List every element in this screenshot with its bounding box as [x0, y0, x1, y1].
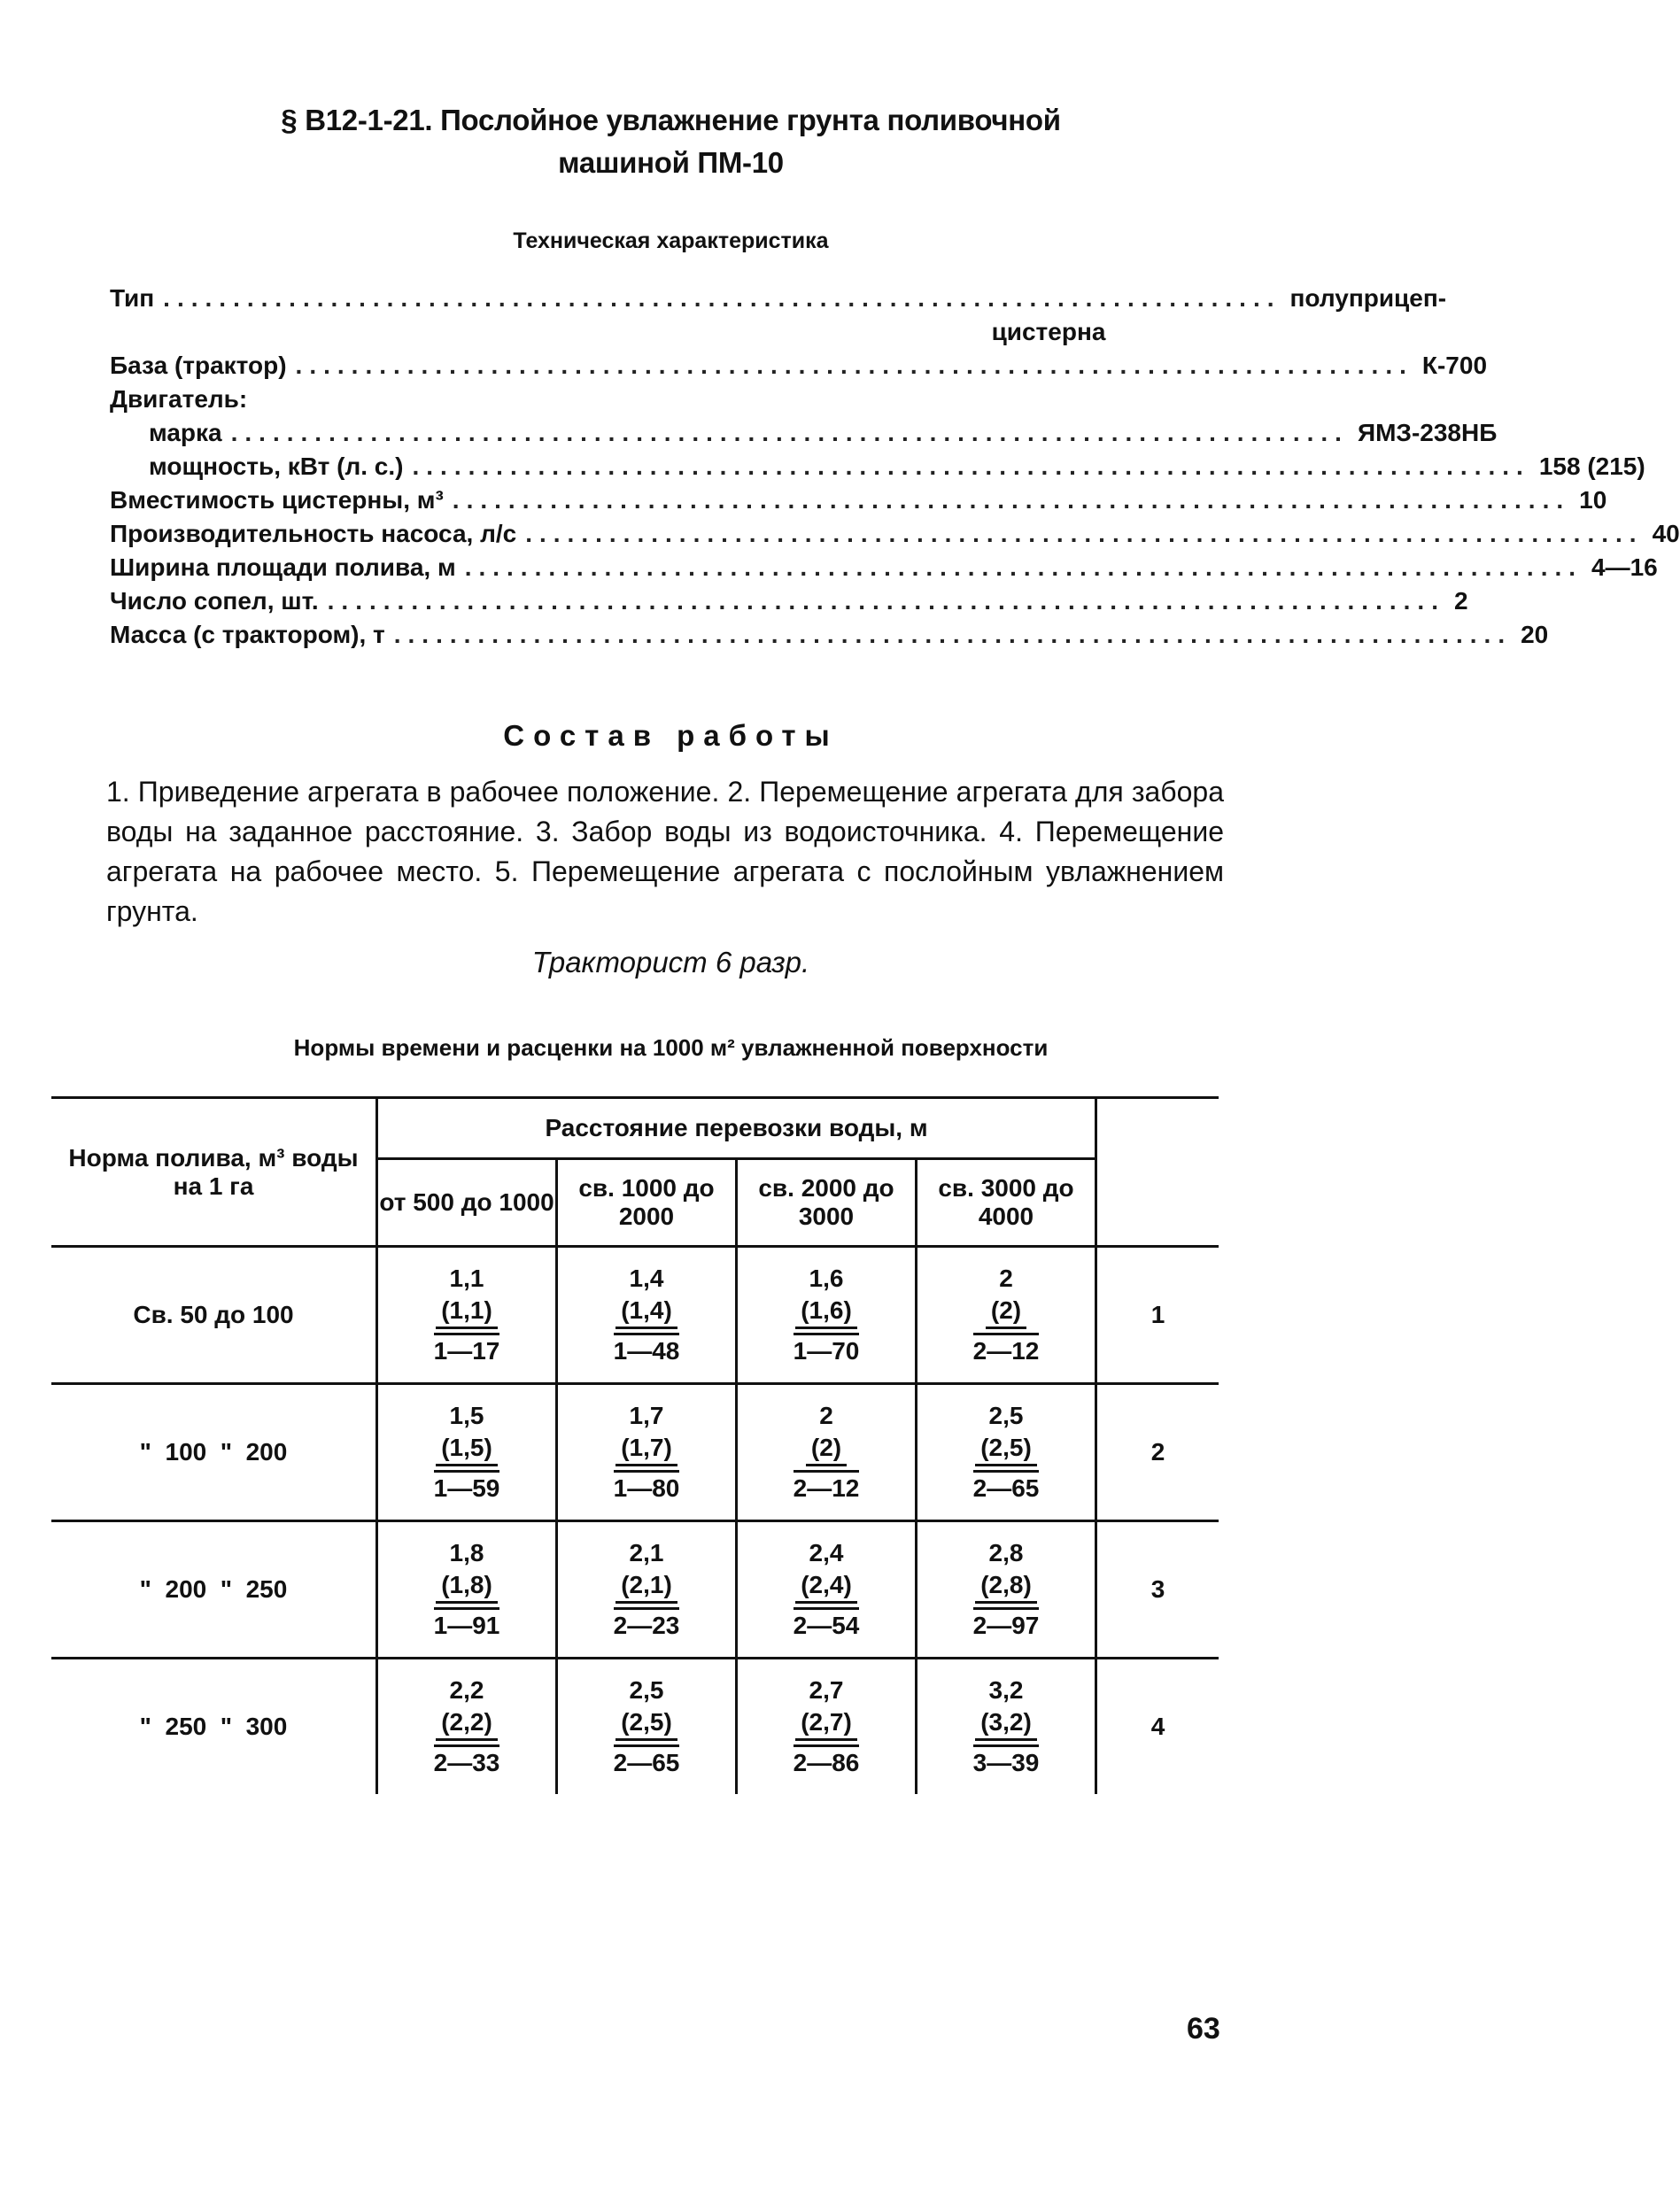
spec-value: 4—16: [1591, 553, 1658, 581]
spec-label: Вместимость цистерны, м³: [110, 486, 444, 514]
rate-cell: [557, 1384, 737, 1521]
machine-time: (2,8): [975, 1569, 1037, 1604]
rate-price: 1—48: [613, 1337, 680, 1365]
rate-value-stack: [794, 1537, 860, 1642]
spec-row: [110, 618, 1549, 652]
rate-price: 1—17: [433, 1337, 500, 1365]
spec-value: полуприцеп-: [1289, 284, 1447, 312]
rate-cell: [557, 1521, 737, 1659]
time-norm: 1,8: [449, 1539, 484, 1566]
time-norm: 2,5: [988, 1402, 1024, 1429]
worker-line: Тракторист 6 разр.: [531, 946, 810, 978]
rate-cell: [737, 1659, 917, 1795]
rate-cell: [557, 1659, 737, 1795]
machine-time: (2,4): [795, 1569, 857, 1604]
dot-leader: ................................................................................: [412, 452, 1530, 480]
header-distance-group: Расстояние перевозки воды, м: [377, 1098, 1096, 1159]
spec-label: Масса (с трактором), т: [110, 621, 385, 648]
spec-value: ЯМЗ-238НБ: [1357, 419, 1498, 446]
machine-time: (1,4): [615, 1295, 677, 1329]
machine-time: (1,6): [795, 1295, 857, 1329]
spec-row: [110, 416, 1498, 450]
norms-table: [51, 1096, 1219, 1794]
spec-label: Двигатель:: [110, 385, 248, 413]
time-norm: 3,2: [988, 1676, 1024, 1704]
machine-time: (2): [986, 1295, 1026, 1329]
page-number: 63: [1187, 2012, 1220, 2046]
dot-leader: ................................................................................: [464, 553, 1583, 581]
spec-row: [110, 551, 1658, 584]
rate-value-stack: [973, 1400, 1040, 1504]
spec-label: мощность, кВт (л. с.): [149, 452, 404, 480]
rate-cell: [557, 1247, 737, 1384]
spec-value: 158 (215): [1538, 452, 1645, 480]
table-row: [51, 1384, 1219, 1521]
machine-time: (1,7): [615, 1432, 677, 1466]
rate-price: 2—54: [793, 1612, 860, 1639]
rate-price: 1—59: [433, 1474, 500, 1502]
rate-cell: [377, 1521, 557, 1659]
rate-value-stack: [973, 1263, 1040, 1367]
time-norm: 1,1: [449, 1265, 484, 1292]
section-title: [0, 99, 1342, 184]
rate-price: 1—91: [433, 1612, 500, 1639]
time-norm: 2,1: [629, 1539, 664, 1566]
spec-label: Производительность насоса, л/с: [110, 520, 517, 547]
time-norm: 2: [999, 1265, 1013, 1292]
row-number: 1: [1096, 1247, 1219, 1384]
spec-label: Тип: [110, 284, 155, 312]
time-norm: 2,4: [809, 1539, 844, 1566]
header-col-4: св. 3000 до 4000: [917, 1159, 1096, 1247]
rate-value-stack: [973, 1675, 1040, 1779]
rate-value-stack: [614, 1263, 680, 1367]
rate-cell: [377, 1384, 557, 1521]
rate-value-stack: [614, 1537, 680, 1642]
dot-leader: ................................................................................: [393, 621, 1513, 648]
spec-row: [110, 584, 1468, 618]
rate-price: 2—12: [972, 1337, 1040, 1365]
machine-time: (3,2): [975, 1706, 1037, 1741]
header-norm: Норма полива, м³ воды на 1 га: [51, 1098, 377, 1247]
rate-cell: [917, 1521, 1096, 1659]
spec-row: [110, 517, 1680, 551]
rate-price: 2—33: [433, 1749, 500, 1776]
time-norm: 2,5: [629, 1676, 664, 1704]
spec-value: 20: [1521, 621, 1549, 648]
machine-time: (2,2): [436, 1706, 498, 1741]
time-norm: 1,5: [449, 1402, 484, 1429]
rate-value-stack: [794, 1263, 860, 1367]
machine-time: (2,7): [795, 1706, 857, 1741]
header-col-2: св. 1000 до 2000: [557, 1159, 737, 1247]
row-norm-label: Св. 50 до 100: [51, 1247, 377, 1384]
machine-time: (2,1): [615, 1569, 677, 1604]
machine-time: (1,5): [436, 1432, 498, 1466]
rate-value-stack: [434, 1263, 500, 1367]
rate-cell: [377, 1659, 557, 1795]
rate-price: 2—65: [972, 1474, 1040, 1502]
spec-value: К-700: [1421, 352, 1488, 379]
rate-price: 3—39: [972, 1749, 1040, 1776]
spec-label: База (трактор): [110, 352, 287, 379]
rate-price: 1—80: [613, 1474, 680, 1502]
rate-price: 1—70: [793, 1337, 860, 1365]
header-col-3: св. 2000 до 3000: [737, 1159, 917, 1247]
time-norm: 2,2: [449, 1676, 484, 1704]
time-norm: 1,4: [629, 1265, 664, 1292]
row-norm-label: " 100 " 200: [51, 1384, 377, 1521]
row-norm-label: " 250 " 300: [51, 1659, 377, 1795]
machine-time: (1,8): [436, 1569, 498, 1604]
spec-row: [110, 315, 1137, 349]
spec-value: 2: [1453, 587, 1468, 615]
rate-cell: [917, 1247, 1096, 1384]
rate-value-stack: [973, 1537, 1040, 1642]
spec-value: 10: [1579, 486, 1607, 514]
time-norm: 2,7: [809, 1676, 844, 1704]
spec-label: Ширина площади полива, м: [110, 553, 456, 581]
header-number-column: [1096, 1098, 1219, 1247]
spec-row: [110, 282, 1447, 315]
spec-label: марка: [149, 419, 222, 446]
rate-price: 2—65: [613, 1749, 680, 1776]
time-norm: 1,6: [809, 1265, 844, 1292]
dot-leader: ................................................................................: [230, 419, 1349, 446]
time-norm: 1,7: [629, 1402, 664, 1429]
spec-label: Число сопел, шт.: [110, 587, 319, 615]
rate-cell: [377, 1247, 557, 1384]
rate-price: 2—86: [793, 1749, 860, 1776]
rate-cell: [917, 1659, 1096, 1795]
time-norm: 2,8: [988, 1539, 1024, 1566]
rate-price: 2—97: [972, 1612, 1040, 1639]
table-row: [51, 1659, 1219, 1795]
specs-heading: Техническая характеристика: [513, 228, 829, 253]
table-caption: Нормы времени и расценки на 1000 м² увлажненной поверхности: [293, 1034, 1049, 1061]
table-body: [51, 1247, 1219, 1795]
row-norm-label: " 200 " 250: [51, 1521, 377, 1659]
work-heading: Состав работы: [503, 719, 839, 752]
table-row: [51, 1521, 1219, 1659]
rate-value-stack: [434, 1400, 500, 1504]
section-title-line1: § В12-1-21. Послойное увлажнение грунта поливочной: [281, 104, 1061, 136]
dot-leader: ................................................................................: [525, 520, 1644, 547]
dot-leader: ................................................................................: [327, 587, 1445, 615]
header-col-1: от 500 до 1000: [377, 1159, 557, 1247]
time-norm: 2: [819, 1402, 833, 1429]
dot-leader: ................................................................................: [163, 284, 1281, 312]
rate-value-stack: [614, 1400, 680, 1504]
row-number: 4: [1150, 1713, 1165, 1740]
dot-leader: ................................................................................: [295, 352, 1413, 379]
machine-time: (2): [806, 1432, 847, 1466]
rate-price: 2—12: [793, 1474, 860, 1502]
rate-value-stack: [614, 1675, 680, 1779]
machine-time: (1,1): [436, 1295, 498, 1329]
rate-cell: [737, 1384, 917, 1521]
rate-value-stack: [794, 1400, 860, 1504]
machine-time: (2,5): [615, 1706, 677, 1741]
spec-row: [110, 383, 1137, 416]
spec-value: 40: [1652, 520, 1680, 547]
work-description: 1. Приведение агрегата в рабочее положение. 2. Перемещение агрегата для забора воды на заданное расстояние. 3. Забор воды из водоисточника. 4. Перемещение агрегата на рабочее место. 5. Перемещение агрегата с послойным увлажнением грунта.: [106, 776, 1224, 927]
rate-value-stack: [794, 1675, 860, 1779]
table-row: [51, 1247, 1219, 1384]
spec-row: [110, 349, 1488, 383]
dot-leader: ................................................................................: [452, 486, 1571, 514]
rate-cell: [737, 1521, 917, 1659]
rate-value-stack: [434, 1537, 500, 1642]
rate-value-stack: [434, 1675, 500, 1779]
rate-price: 2—23: [613, 1612, 680, 1639]
section-title-line2: машиной ПМ-10: [558, 146, 784, 179]
spec-row: [110, 483, 1607, 517]
row-number: 2: [1096, 1384, 1219, 1521]
rate-cell: [917, 1384, 1096, 1521]
rate-cell: [737, 1247, 917, 1384]
spec-row: [110, 450, 1645, 483]
spec-value: цистерна: [991, 318, 1106, 345]
row-number: 3: [1096, 1521, 1219, 1659]
machine-time: (2,5): [975, 1432, 1037, 1466]
specs-list: [110, 282, 1680, 652]
